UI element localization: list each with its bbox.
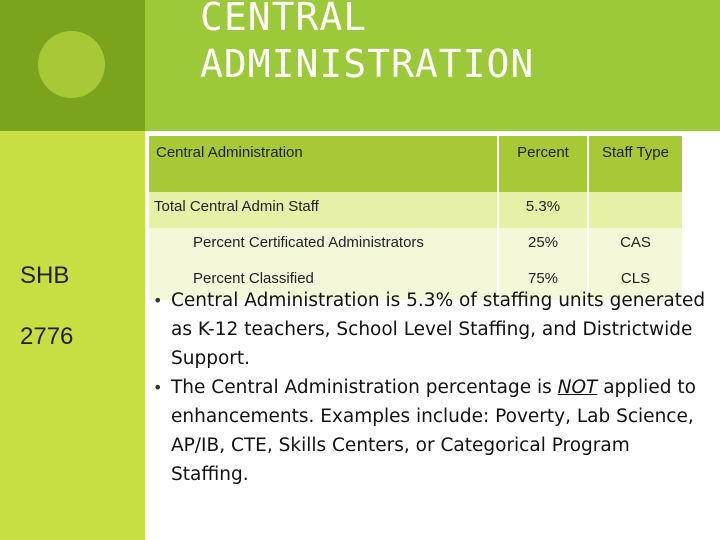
row-label: Percent Classified bbox=[149, 264, 498, 300]
row-percent: 75% bbox=[498, 264, 588, 300]
header-staff-type: Staff Type bbox=[588, 136, 682, 192]
bullet-icon: • bbox=[153, 378, 163, 397]
row-label: Total Central Admin Staff bbox=[149, 192, 498, 228]
bullet-text-2-start: The Central Administration percentage is bbox=[171, 377, 558, 398]
table-header-row bbox=[149, 136, 682, 192]
staffing-table bbox=[149, 136, 682, 300]
slide-title-line-1: CENTRAL bbox=[200, 0, 368, 39]
bullet-text-1: Central Administration is 5.3% of staffing units generated as K-12 teachers, School Level Staffing, and Districtwide Support. bbox=[171, 290, 706, 369]
slide-title-line-2: ADMINISTRATION bbox=[200, 42, 535, 86]
row-percent: 5.3% bbox=[498, 192, 588, 228]
row-staff-type: CLS bbox=[588, 264, 682, 300]
bullet-list bbox=[153, 286, 708, 489]
table-row bbox=[149, 228, 682, 264]
bullet-item bbox=[153, 373, 708, 489]
row-staff-type: CAS bbox=[588, 228, 682, 264]
row-staff-type bbox=[588, 192, 682, 228]
header-percent: Percent bbox=[498, 136, 588, 192]
row-label: Percent Certificated Administrators bbox=[149, 228, 498, 264]
bullet-text-2-end: applied to enhancements. Examples include: Poverty, Lab Science, AP/IB, CTE, Skills Centers, or Categorical Program Staffing. bbox=[171, 377, 696, 485]
bill-number: 2776 bbox=[20, 323, 74, 350]
bullet-emphasis-not: NOT bbox=[557, 377, 598, 398]
bullet-icon: • bbox=[153, 291, 163, 310]
row-percent: 25% bbox=[498, 228, 588, 264]
decorative-circle bbox=[38, 31, 105, 98]
slide-title bbox=[200, 0, 534, 88]
bill-label: SHB bbox=[20, 262, 70, 289]
table-row bbox=[149, 192, 682, 228]
header-central-administration: Central Administration bbox=[149, 136, 498, 192]
bullet-item bbox=[153, 286, 708, 373]
